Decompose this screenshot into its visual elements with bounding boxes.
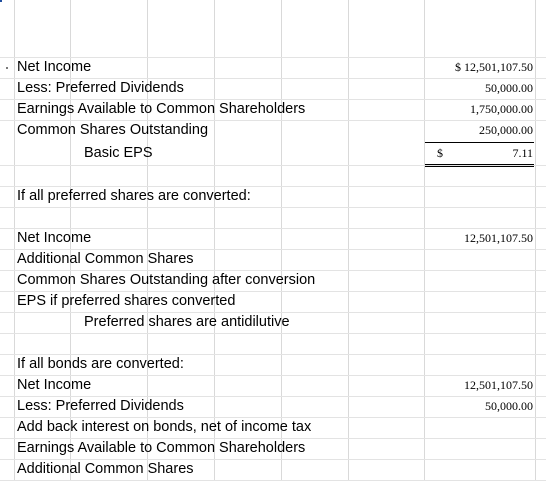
row-label: Less: Preferred Dividends bbox=[17, 398, 184, 414]
corner-selection-dot bbox=[0, 0, 2, 2]
row-value: 50,000.00 bbox=[485, 399, 533, 413]
row-value: 12,501,107.50 bbox=[464, 231, 533, 245]
antidilutive-note: Preferred shares are antidilutive bbox=[84, 314, 290, 330]
section-heading-row[interactable] bbox=[0, 186, 546, 207]
table-row[interactable] bbox=[0, 396, 546, 417]
row-value: 50,000.00 bbox=[485, 81, 533, 95]
table-row[interactable] bbox=[0, 291, 546, 312]
row-label: Less: Preferred Dividends bbox=[17, 80, 184, 96]
table-row-basic-eps[interactable] bbox=[0, 143, 546, 164]
table-row[interactable] bbox=[0, 228, 546, 249]
row-label: EPS if preferred shares converted bbox=[17, 293, 236, 309]
row-label: Additional Common Shares bbox=[17, 251, 194, 267]
table-row[interactable] bbox=[0, 459, 546, 480]
row-label: Common Shares Outstanding after conversion bbox=[17, 272, 316, 288]
table-row-note[interactable] bbox=[0, 312, 546, 333]
basic-eps-label: Basic EPS bbox=[84, 145, 153, 161]
table-row[interactable] bbox=[0, 438, 546, 459]
table-row[interactable] bbox=[0, 78, 546, 99]
section-heading: If all bonds are converted: bbox=[17, 356, 184, 372]
row-value: 12,501,107.50 bbox=[464, 378, 533, 392]
table-row[interactable] bbox=[0, 270, 546, 291]
row-value: 1,750,000.00 bbox=[470, 102, 533, 116]
table-row[interactable] bbox=[0, 249, 546, 270]
row-label: Additional Common Shares bbox=[17, 461, 194, 477]
table-row[interactable] bbox=[0, 120, 546, 141]
basic-eps-value: 7.11 bbox=[512, 146, 533, 160]
double-underline bbox=[425, 166, 534, 167]
table-row[interactable] bbox=[0, 99, 546, 120]
row-label: Net Income bbox=[17, 377, 92, 393]
row-value: 250,000.00 bbox=[479, 123, 533, 137]
section-heading-row[interactable] bbox=[0, 354, 546, 375]
row-label: Earnings Available to Common Shareholders bbox=[17, 101, 306, 117]
table-row[interactable] bbox=[0, 57, 546, 78]
grid-row-line bbox=[0, 333, 546, 334]
table-row[interactable] bbox=[0, 375, 546, 396]
row-value: $ 12,501,107.50 bbox=[455, 60, 533, 74]
row-label: Net Income bbox=[17, 230, 92, 246]
grid-row-line bbox=[0, 207, 546, 208]
row-label: Common Shares Outstanding bbox=[17, 122, 209, 138]
table-row[interactable] bbox=[0, 417, 546, 438]
row-label: Add back interest on bonds, net of income tax bbox=[17, 419, 312, 435]
row-label: Earnings Available to Common Shareholders bbox=[17, 440, 306, 456]
double-underline bbox=[425, 164, 534, 165]
row-label: Net Income bbox=[17, 59, 92, 75]
currency-symbol: $ bbox=[437, 146, 443, 160]
section-heading: If all preferred shares are converted: bbox=[17, 188, 251, 204]
